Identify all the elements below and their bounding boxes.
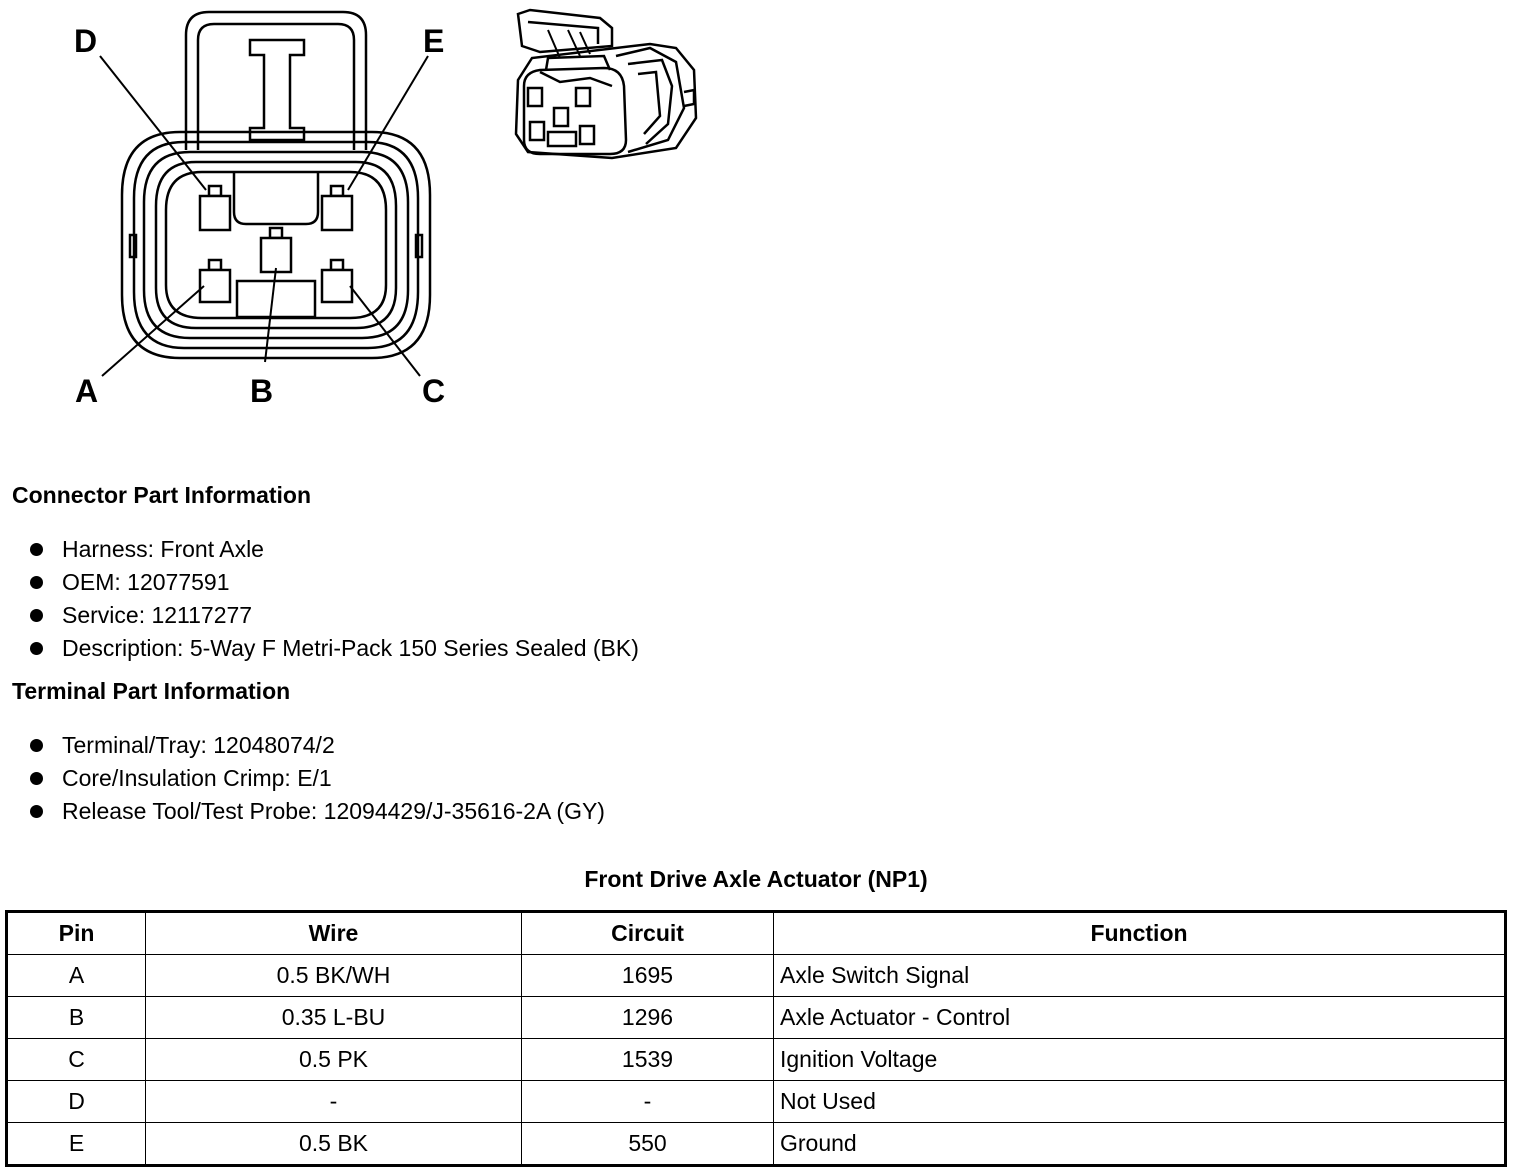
bullet-icon: [30, 772, 43, 785]
list-item: [0, 566, 639, 599]
list-item-text: Description: 5-Way F Metri-Pack 150 Series Sealed (BK): [62, 635, 639, 661]
cell-pin: E: [7, 1123, 146, 1166]
list-item: [0, 632, 639, 665]
header-circuit: Circuit: [522, 912, 774, 955]
connector-isometric-view: [516, 10, 696, 158]
cell-wire: -: [146, 1081, 522, 1123]
table-row: [7, 1123, 1506, 1166]
header-function: Function: [774, 912, 1506, 955]
list-item: [0, 533, 639, 566]
cell-pin: C: [7, 1039, 146, 1081]
bullet-icon: [30, 609, 43, 622]
table-title: Front Drive Axle Actuator (NP1): [584, 866, 928, 892]
pinout-table: [5, 910, 1507, 1167]
table-row: [7, 955, 1506, 997]
cell-pin: D: [7, 1081, 146, 1123]
cell-wire: 0.5 BK: [146, 1123, 522, 1166]
connector-part-info-heading: Connector Part Information: [12, 482, 312, 508]
pin-label-c: C: [422, 373, 446, 409]
list-item: [0, 762, 605, 795]
cell-circuit: -: [522, 1081, 774, 1123]
bullet-icon: [30, 805, 43, 818]
table-row: [7, 997, 1506, 1039]
bullet-icon: [30, 543, 43, 556]
terminal-part-info-heading: Terminal Part Information: [12, 678, 291, 704]
cell-pin: A: [7, 955, 146, 997]
list-item-text: Terminal/Tray: 12048074/2: [62, 732, 335, 758]
cell-function: Axle Actuator - Control: [774, 997, 1506, 1039]
cell-wire: 0.5 BK/WH: [146, 955, 522, 997]
connector-diagram: [0, 0, 720, 420]
list-item-text: Release Tool/Test Probe: 12094429/J-35616-2A (GY): [62, 798, 605, 824]
cell-circuit: 1296: [522, 997, 774, 1039]
cell-circuit: 1539: [522, 1039, 774, 1081]
connector-part-info-list: [0, 533, 639, 665]
cell-function: Ground: [774, 1123, 1506, 1166]
list-item-text: Service: 12117277: [62, 602, 253, 628]
list-item-text: OEM: 12077591: [62, 569, 230, 595]
pin-label-e: E: [423, 23, 445, 59]
list-item-text: Core/Insulation Crimp: E/1: [62, 765, 332, 791]
cell-circuit: 1695: [522, 955, 774, 997]
pin-label-b: B: [250, 373, 274, 409]
table-row: [7, 1039, 1506, 1081]
cell-function: Not Used: [774, 1081, 1506, 1123]
pin-cavities: [200, 186, 352, 317]
cell-wire: 0.35 L-BU: [146, 997, 522, 1039]
bullet-icon: [30, 576, 43, 589]
table-row: [7, 1081, 1506, 1123]
pin-label-a: A: [75, 373, 99, 409]
header-wire: Wire: [146, 912, 522, 955]
list-item: [0, 599, 639, 632]
cell-circuit: 550: [522, 1123, 774, 1166]
table-header-row: [7, 912, 1506, 955]
list-item: [0, 729, 605, 762]
cell-function: Ignition Voltage: [774, 1039, 1506, 1081]
list-item: [0, 795, 605, 828]
pin-label-d: D: [74, 23, 98, 59]
list-item-text: Harness: Front Axle: [62, 536, 264, 562]
header-pin: Pin: [7, 912, 146, 955]
terminal-part-info-list: [0, 729, 605, 828]
cell-pin: B: [7, 997, 146, 1039]
bullet-icon: [30, 739, 43, 752]
cell-function: Axle Switch Signal: [774, 955, 1506, 997]
cell-wire: 0.5 PK: [146, 1039, 522, 1081]
bullet-icon: [30, 642, 43, 655]
